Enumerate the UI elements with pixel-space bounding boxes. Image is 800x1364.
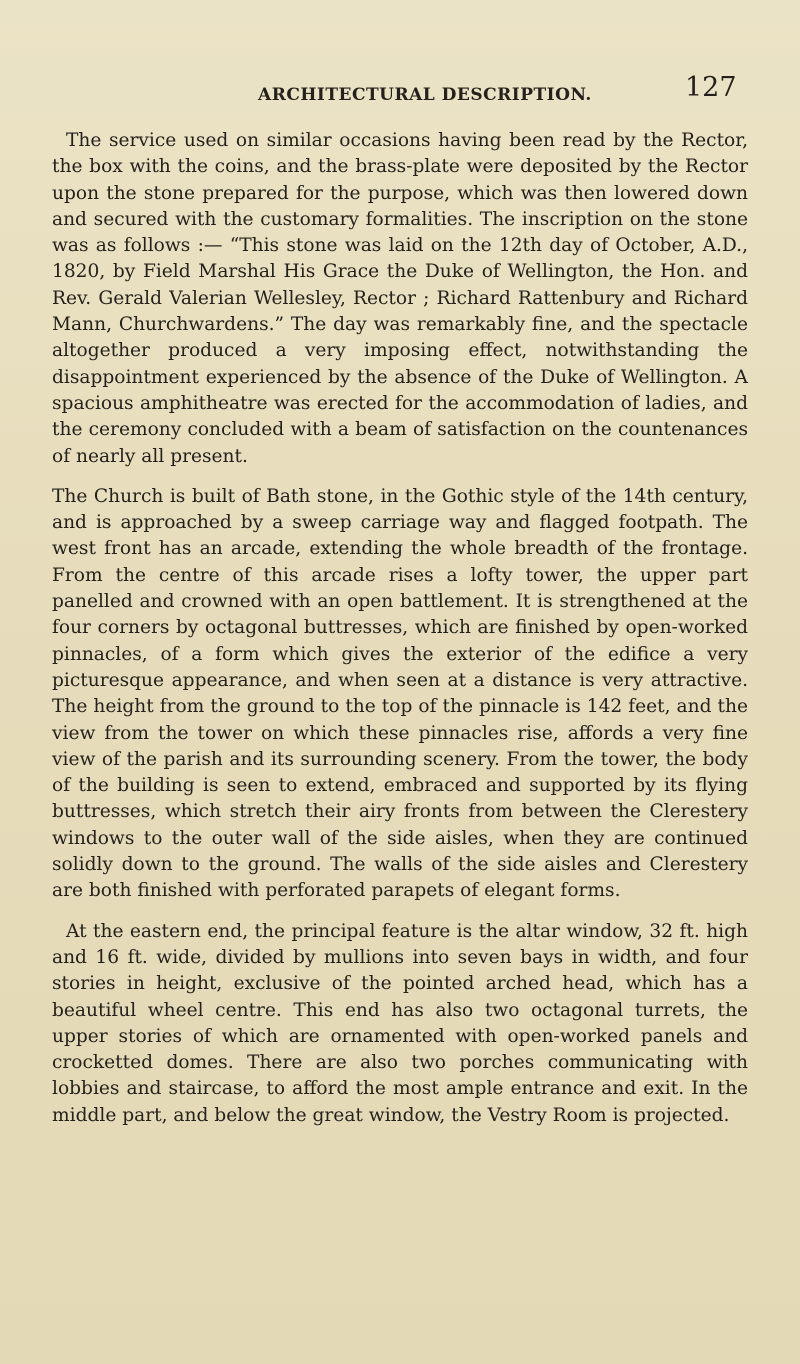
running-head-title: ARCHITECTURAL DESCRIPTION. xyxy=(258,85,592,105)
page-number: 127 xyxy=(685,72,737,103)
paragraph-foundation-stone: The service used on similar occasions having been read by the Rector, the box with the coins, and the brass-plate were deposited by the Rector upon the stone prepared for the purpose, which was then lowered down and secured with the customary formalities. The inscription on the stone was as follows :— “This stone was laid on the 12th day of October, A.D., 1820, by Field Marshal His Grace the Duke of Wellington, the Hon. and Rev. Gerald Valerian Wellesley, Rector ; Richard Rattenbury and Richard Mann, Churchwardens.” The day was remarkably fine, and the spectacle altogether produced a very imposing effect, notwithstanding the disappointment experienced by the absence of the Duke of Wellington. A spacious amphitheatre was erected for the accommodation of ladies, and the ceremony concluded with a beam of satisfaction on the countenances of nearly all present. xyxy=(52,130,748,467)
paragraph-church-exterior: The Church is built of Bath stone, in the Gothic style of the 14th century, and is approached by a sweep carriage way and flagged footpath. The west front has an arcade, extending the whole breadth of the frontage. From the centre of this arcade rises a lofty tower, the upper part panelled and crowned with an open battlement. It is strengthened at the four corners by octagonal buttresses, which are finished by open-worked pinnacles, of a form which gives the exterior of the edifice a very picturesque appearance, and when seen at a distance is very attractive. The height from the ground to the top of the pinnacle is 142 feet, and the view from the tower on which these pinnacles rise, affords a very fine view of the parish and its surrounding scenery. From the tower, the body of the building is seen to extend, embraced and supported by its flying buttresses, which stretch their airy fronts from between the Clerestery windows to the outer wall of the side aisles, when they are continued solidly down to the ground. The walls of the side aisles and Clerestery are both finished with perforated parapets of elegant forms. xyxy=(52,485,748,902)
running-head xyxy=(0,70,800,110)
paragraph-eastern-end: At the eastern end, the principal feature is the altar window, 32 ft. high and 16 ft. wide, divided by mullions into seven bays in width, and four stories in height, exclusive of the pointed arched head, which has a beautiful wheel centre. This end has also two octagonal turrets, the upper stories of which are ornamented with open-worked panels and crocketted domes. There are also two porches communicating with lobbies and staircase, to afford the most ample entrance and exit. In the middle part, and below the great window, the Vestry Room is projected. xyxy=(52,920,748,1126)
body-text xyxy=(52,128,748,1129)
